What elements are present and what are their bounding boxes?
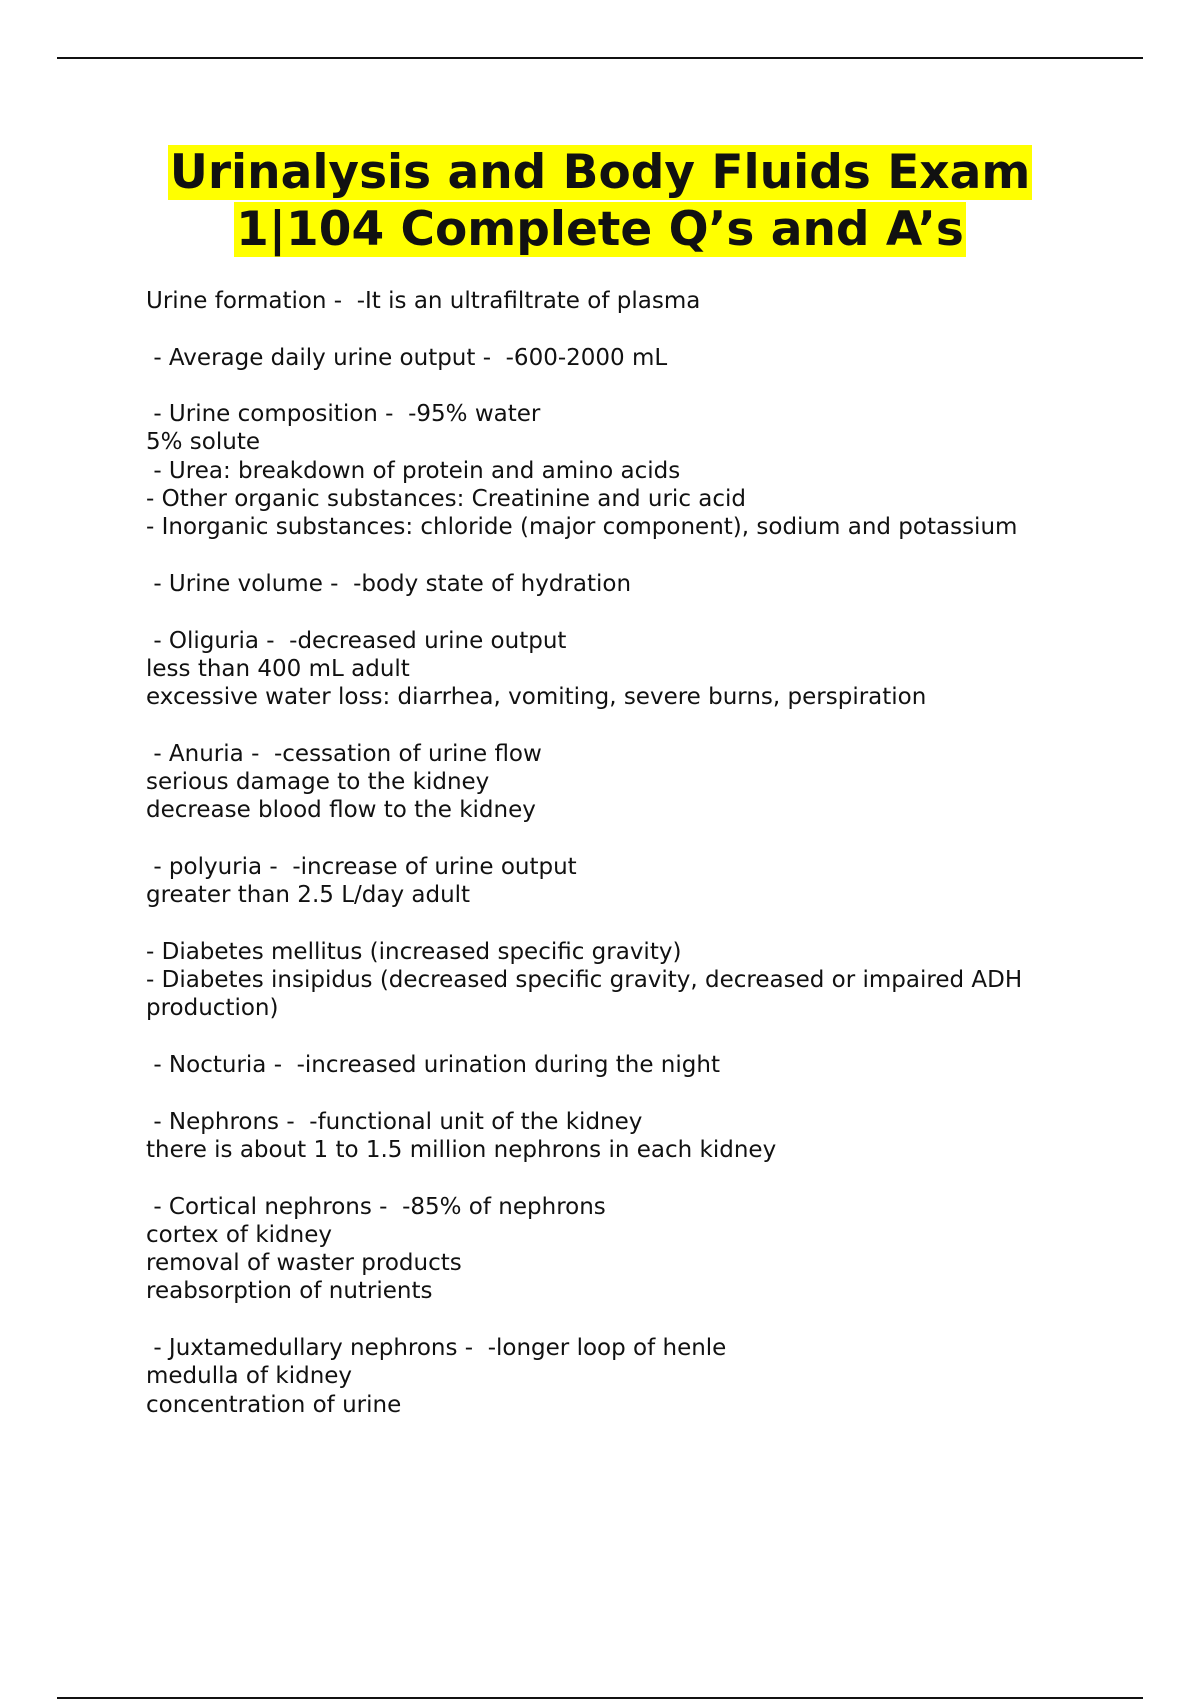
qa-entry: [146, 740, 1086, 825]
qa-line: - Diabetes insipidus (decreased specific gravity, decreased or impaired ADH: [146, 967, 1023, 994]
qa-line: - Nocturia - -increased urination during the night: [146, 1052, 720, 1079]
title-line-2: 1|104 Complete Q’s and A’s: [236, 202, 964, 257]
qa-line: medulla of kidney: [146, 1363, 353, 1390]
qa-line: - Nephrons - -functional unit of the kidney: [146, 1108, 643, 1135]
qa-content: [146, 287, 1086, 1419]
title-line-1: Urinalysis and Body Fluids Exam: [169, 145, 1031, 200]
qa-line: - Diabetes mellitus (increased specific gravity): [146, 938, 682, 965]
qa-entry: [146, 1108, 1086, 1165]
qa-entry: [146, 853, 1086, 910]
qa-line: Urine formation - -It is an ultrafiltrate of plasma: [146, 288, 701, 314]
footer-rule: [57, 1697, 1143, 1699]
qa-entry: [146, 344, 1086, 372]
qa-line: production): [146, 995, 279, 1022]
qa-line: 5% solute: [146, 429, 260, 456]
qa-line: there is about 1 to 1.5 million nephrons in each kidney: [146, 1136, 777, 1163]
qa-line: greater than 2.5 L/day adult: [146, 882, 471, 909]
qa-entry: [146, 1193, 1086, 1306]
qa-line: excessive water loss: diarrhea, vomiting, severe burns, perspiration: [146, 684, 927, 711]
qa-line: - Urine volume - -body state of hydration: [146, 570, 632, 597]
qa-line: - Juxtamedullary nephrons - -longer loop of henle: [146, 1334, 727, 1361]
qa-line: cortex of kidney: [146, 1221, 332, 1248]
qa-line: - Cortical nephrons - -85% of nephrons: [146, 1193, 606, 1220]
qa-line: decrease blood flow to the kidney: [146, 797, 536, 824]
qa-line: - Urine composition - -95% water: [146, 401, 541, 428]
qa-line: - polyuria - -increase of urine output: [146, 853, 577, 880]
qa-entry: [146, 287, 1086, 315]
qa-line: reabsorption of nutrients: [146, 1278, 433, 1305]
qa-line: - Oliguria - -decreased urine output: [146, 627, 567, 654]
qa-entry: [146, 1051, 1086, 1079]
qa-line: - Urea: breakdown of protein and amino acids: [146, 457, 681, 484]
qa-entry: [146, 1334, 1086, 1419]
qa-line: serious damage to the kidney: [146, 769, 490, 796]
qa-entry: [146, 627, 1086, 712]
qa-line: - Anuria - -cessation of urine flow: [146, 740, 542, 767]
qa-line: less than 400 mL adult: [146, 655, 410, 682]
qa-line: - Inorganic substances: chloride (major component), sodium and potassium: [146, 514, 1018, 541]
qa-entry: [146, 400, 1086, 541]
qa-entry: [146, 570, 1086, 598]
qa-entry: [146, 938, 1086, 1023]
qa-line: concentration of urine: [146, 1391, 402, 1418]
qa-line: - Average daily urine output - -600-2000 mL: [146, 344, 668, 371]
document-title: [100, 144, 1100, 258]
qa-line: - Other organic substances: Creatinine and uric acid: [146, 486, 746, 513]
header-rule: [57, 57, 1143, 59]
qa-line: removal of waster products: [146, 1250, 462, 1277]
